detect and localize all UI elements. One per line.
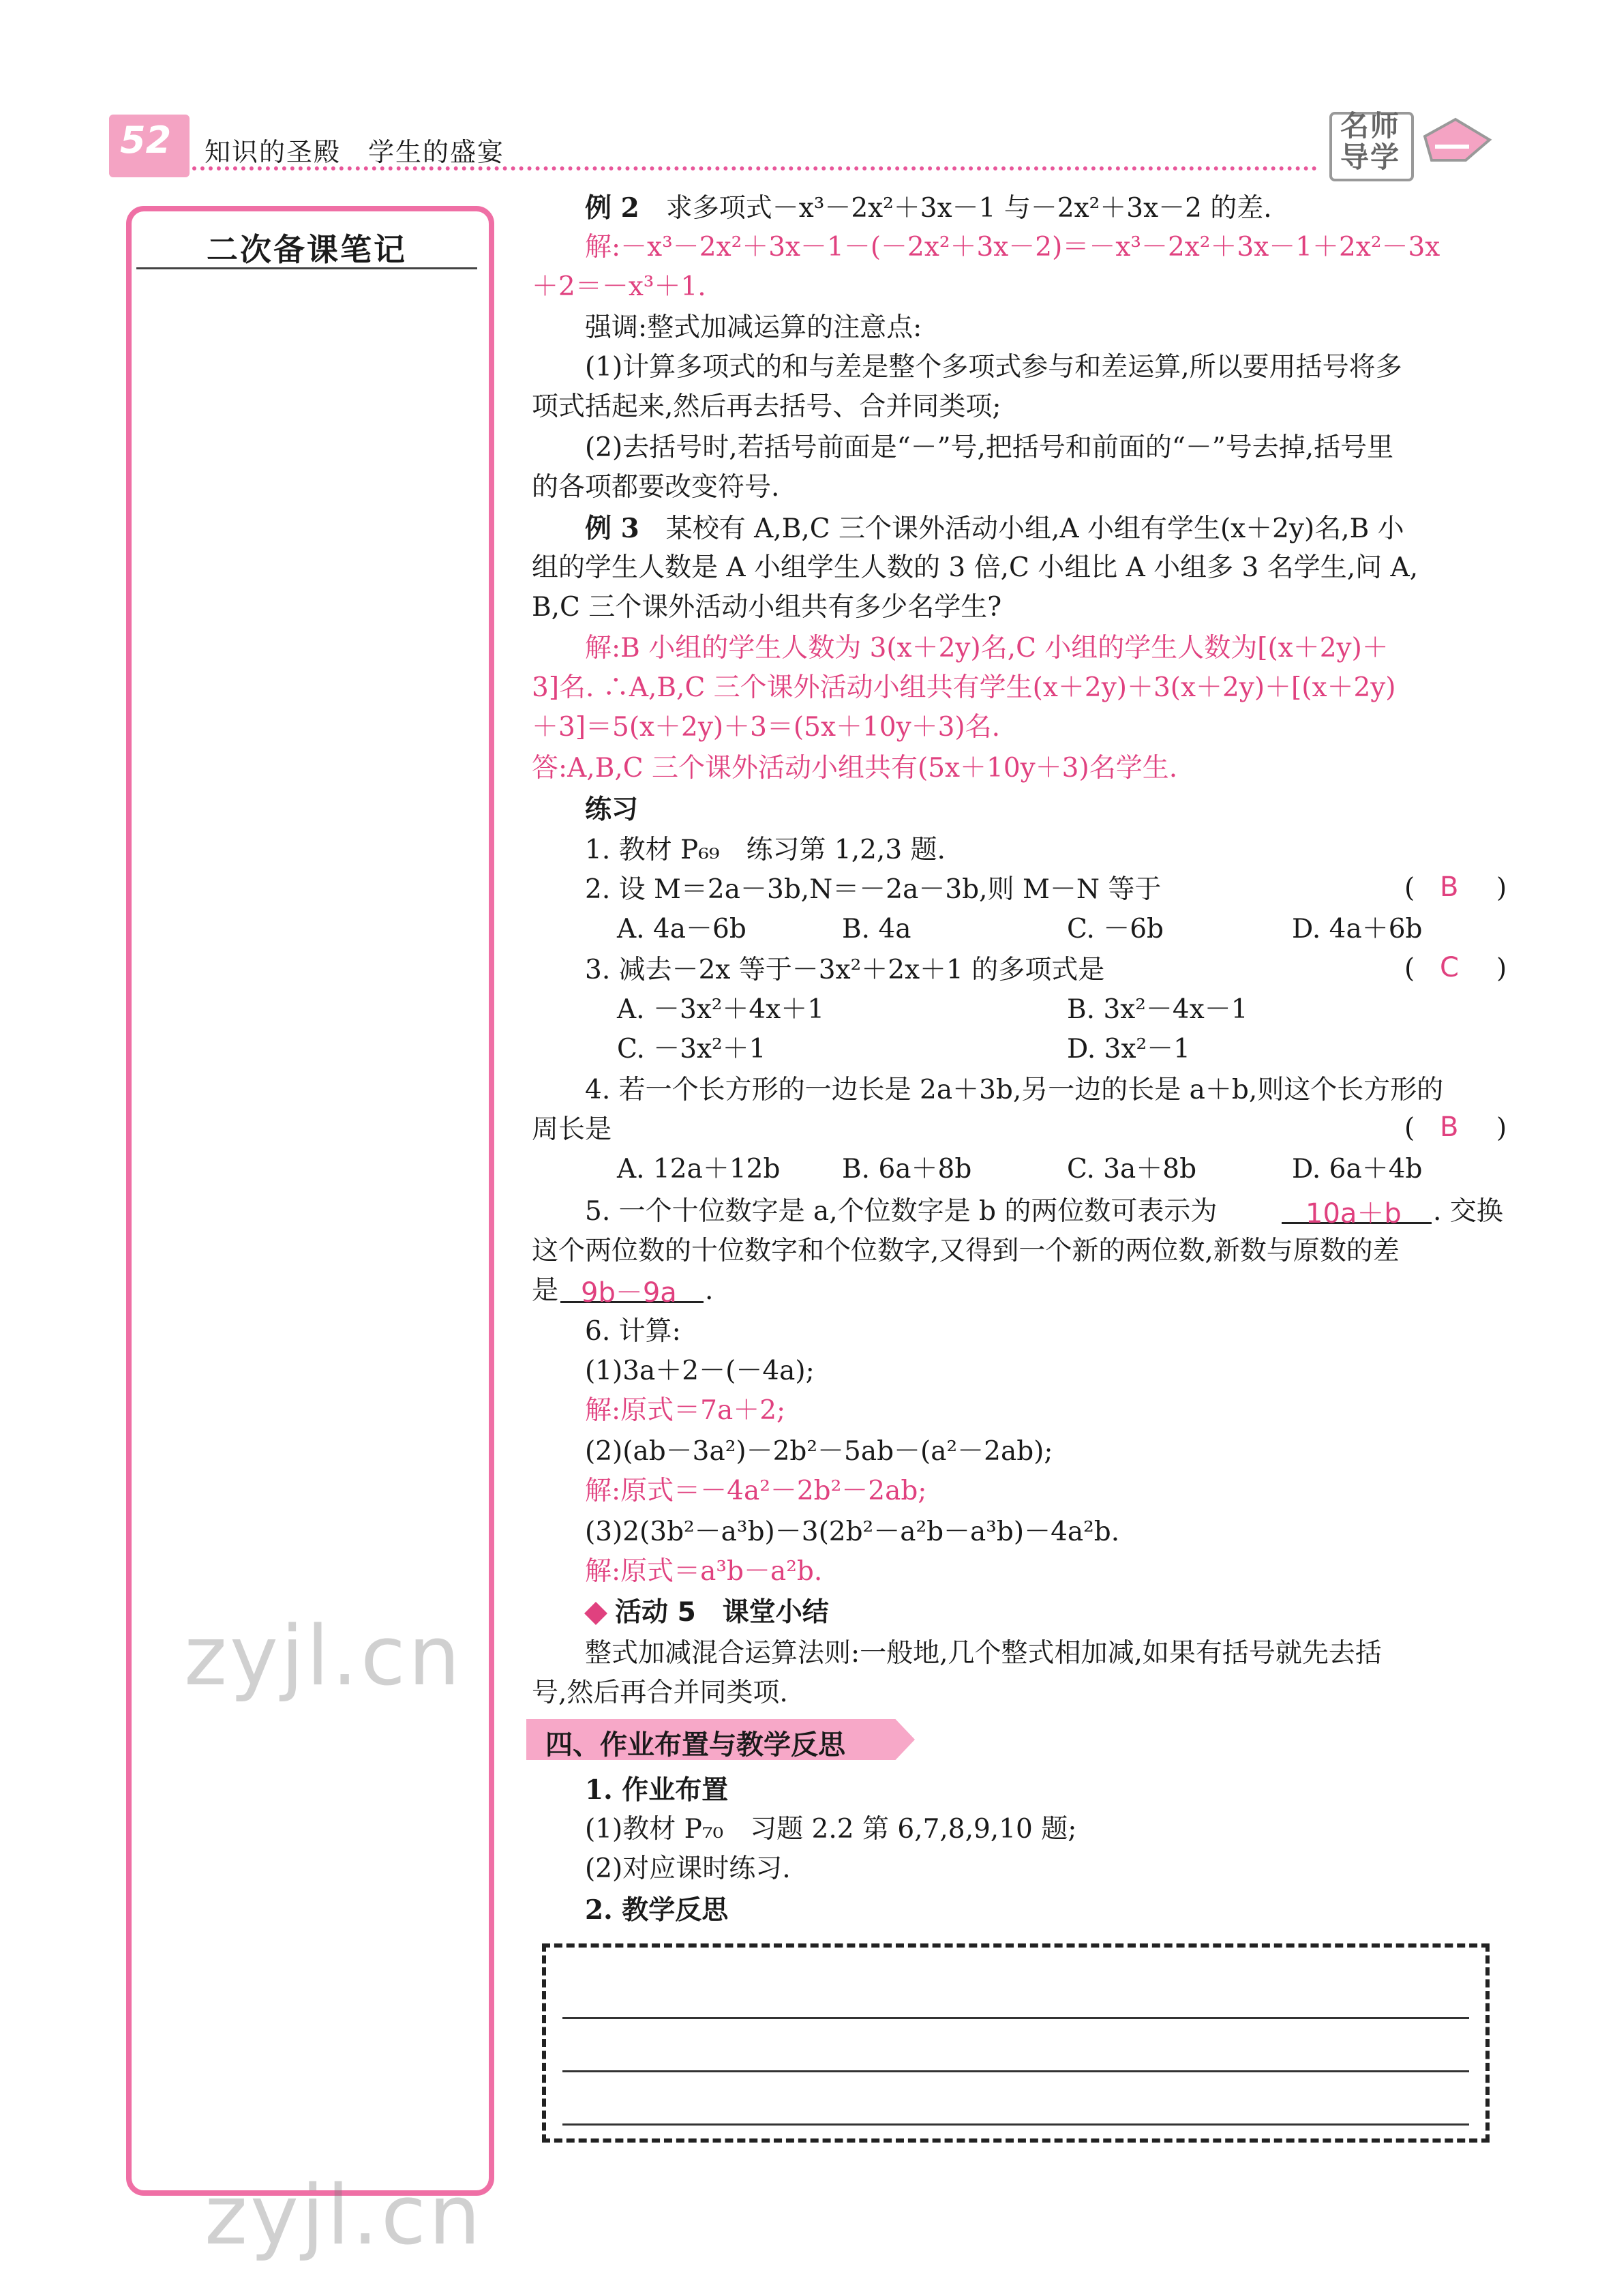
- brand-line1: 名师: [1340, 109, 1400, 143]
- q5-answer-1: 10a＋b: [1305, 1198, 1402, 1229]
- page-number: 52: [120, 119, 172, 162]
- practice-q4-line2: 周长是: [532, 1114, 612, 1145]
- brand-text: [1336, 110, 1404, 173]
- practice-q5-line3b: .: [705, 1275, 714, 1306]
- activity5-line2: 号,然后再合并同类项.: [532, 1678, 788, 1708]
- practice-q2: 2. 设 M＝2a－3b,N＝－2a－3b,则 M－N 等于: [585, 874, 1162, 905]
- example3-s-line1: 解:B 小组的学生人数为 3(x＋2y)名,C 小组的学生人数为[(x＋2y)＋: [585, 633, 1389, 664]
- activity5-title: 活动 5 课堂小结: [615, 1597, 829, 1628]
- q3-option-d: D. 3x²－1: [1067, 1034, 1190, 1064]
- practice-q6-1-solution: 解:原式＝7a＋2;: [585, 1395, 786, 1426]
- q2-paren-open: (: [1404, 873, 1415, 904]
- emphasis-p2-line1: (2)去括号时,若括号前面是“－”号,把括号和前面的“－”号去掉,括号里: [585, 432, 1394, 463]
- q3-paren-close: ): [1496, 953, 1507, 984]
- practice-q5-line3a: 是: [532, 1275, 559, 1306]
- q2-paren-close: ): [1496, 873, 1507, 904]
- header-slogan: 知识的圣殿 学生的盛宴: [205, 137, 505, 167]
- practice-q5-line1a: 5. 一个十位数字是 a,个位数字是 b 的两位数可表示为: [585, 1196, 1218, 1227]
- homework-item-1: (1)教材 P₇₀ 习题 2.2 第 6,7,8,9,10 题;: [585, 1814, 1077, 1845]
- watermark-2: zyjl.cn: [205, 2168, 483, 2263]
- q4-option-d: D. 6a＋4b: [1292, 1154, 1423, 1184]
- q2-option-b: B. 4a: [842, 914, 911, 944]
- example3-label: 例 3: [585, 513, 639, 544]
- q3-answer: C: [1440, 952, 1459, 983]
- practice-q6: 6. 计算:: [585, 1316, 681, 1347]
- q5-answer-2: 9b－9a: [581, 1277, 677, 1309]
- practice-q6-2: (2)(ab－3a²)－2b²－5ab－(a²－2ab);: [585, 1436, 1053, 1467]
- example3-q-line1: [585, 511, 1404, 546]
- q3-paren-open: (: [1404, 953, 1415, 984]
- reflection-title: 2. 教学反思: [585, 1894, 729, 1926]
- q3-option-c: C. －3x²＋1: [617, 1034, 766, 1064]
- section4-title: 四、作业布置与教学反思: [545, 1729, 845, 1761]
- example2-question-text: 求多项式－x³－2x²＋3x－1 与－2x²＋3x－2 的差.: [665, 193, 1272, 224]
- q3-option-b: B. 3x²－4x－1: [1067, 994, 1248, 1025]
- notes-title-underline: [136, 267, 477, 269]
- reflection-box: [542, 1943, 1490, 2143]
- emphasis-title: 强调:整式加减运算的注意点:: [585, 312, 922, 343]
- practice-q3: 3. 减去－2x 等于－3x²＋2x＋1 的多项式是: [585, 955, 1105, 985]
- q4-paren-close: ): [1496, 1113, 1507, 1144]
- practice-q6-1: (1)3a＋2－(－4a);: [585, 1356, 815, 1386]
- reflection-line-1: [562, 2017, 1469, 2019]
- reflection-line-2: [562, 2070, 1469, 2072]
- q4-paren-open: (: [1404, 1113, 1415, 1144]
- q4-option-a: A. 12a＋12b: [617, 1154, 781, 1184]
- practice-q4-line1: 4. 若一个长方形的一边长是 2a＋3b,另一边的长是 a＋b,则这个长方形的: [585, 1075, 1444, 1105]
- practice-q5-line1b: . 交换: [1433, 1196, 1503, 1227]
- example3-q-line3: B,C 三个课外活动小组共有多少名学生?: [532, 592, 1002, 623]
- example2-solution-line2: ＋2＝－x³＋1.: [532, 271, 706, 302]
- example3-s-line2: 3]名. ∴A,B,C 三个课外活动小组共有学生(x＋2y)＋3(x＋2y)＋[(x＋2y): [532, 672, 1396, 703]
- reflection-line-3: [562, 2123, 1469, 2126]
- activity5-line1: 整式加减混合运算法则:一般地,几个整式相加减,如果有括号就先去括: [585, 1638, 1382, 1669]
- emphasis-p1-line1: (1)计算多项式的和与差是整个多项式参与和差运算,所以要用括号将多: [585, 352, 1402, 383]
- example2-solution-line1: 解:－x³－2x²＋3x－1－(－2x²＋3x－2)＝－x³－2x²＋3x－1＋2x²－3x: [585, 232, 1440, 263]
- example2-question: [585, 191, 1272, 226]
- homework-title: 1. 作业布置: [585, 1774, 729, 1806]
- practice-q5-line2: 这个两位数的十位数字和个位数字,又得到一个新的两位数,新数与原数的差: [532, 1236, 1400, 1266]
- q4-option-b: B. 6a＋8b: [842, 1154, 972, 1184]
- example3-s-line3: ＋3]＝5(x＋2y)＋3＝(5x＋10y＋3)名.: [532, 712, 1001, 743]
- q2-option-c: C. －6b: [1067, 914, 1164, 944]
- notes-panel: [126, 206, 494, 2196]
- example3-q-line2: 组的学生人数是 A 小组学生人数的 3 倍,C 小组比 A 小组多 3 名学生,问 A,: [532, 552, 1419, 583]
- q2-option-d: D. 4a＋6b: [1292, 914, 1423, 944]
- example3-answer: 答:A,B,C 三个课外活动小组共有(5x＋10y＋3)名学生.: [532, 753, 1178, 784]
- homework-item-2: (2)对应课时练习.: [585, 1853, 791, 1884]
- activity-diamond-icon: [584, 1602, 607, 1625]
- notes-title: 二次备课笔记: [207, 231, 407, 268]
- watermark-1: zyjl.cn: [184, 1609, 463, 1704]
- emphasis-p2-line2: 的各项都要改变符号.: [532, 472, 780, 503]
- brand-line2: 导学: [1340, 140, 1400, 174]
- q2-answer: B: [1440, 871, 1459, 903]
- example3-q-line1-text: 某校有 A,B,C 三个课外活动小组,A 小组有学生(x＋2y)名,B 小: [665, 513, 1404, 544]
- q4-option-c: C. 3a＋8b: [1067, 1154, 1197, 1184]
- emphasis-p1-line2: 项式括起来,然后再去括号、合并同类项;: [532, 391, 1001, 422]
- q4-answer: B: [1440, 1112, 1459, 1143]
- header-divider: [192, 166, 1317, 170]
- example2-label: 例 2: [585, 192, 639, 224]
- practice-q6-2-solution: 解:原式＝－4a²－2b²－2ab;: [585, 1476, 927, 1506]
- practice-q1: 1. 教材 P₆₉ 练习第 1,2,3 题.: [585, 835, 946, 865]
- q3-option-a: A. －3x²＋4x＋1: [617, 994, 825, 1025]
- q2-option-a: A. 4a－6b: [617, 914, 746, 944]
- practice-q6-3: (3)2(3b²－a³b)－3(2b²－a²b－a³b)－4a²b.: [585, 1517, 1120, 1547]
- practice-q6-3-solution: 解:原式＝a³b－a²b.: [585, 1556, 823, 1587]
- practice-title: 练习: [585, 794, 639, 825]
